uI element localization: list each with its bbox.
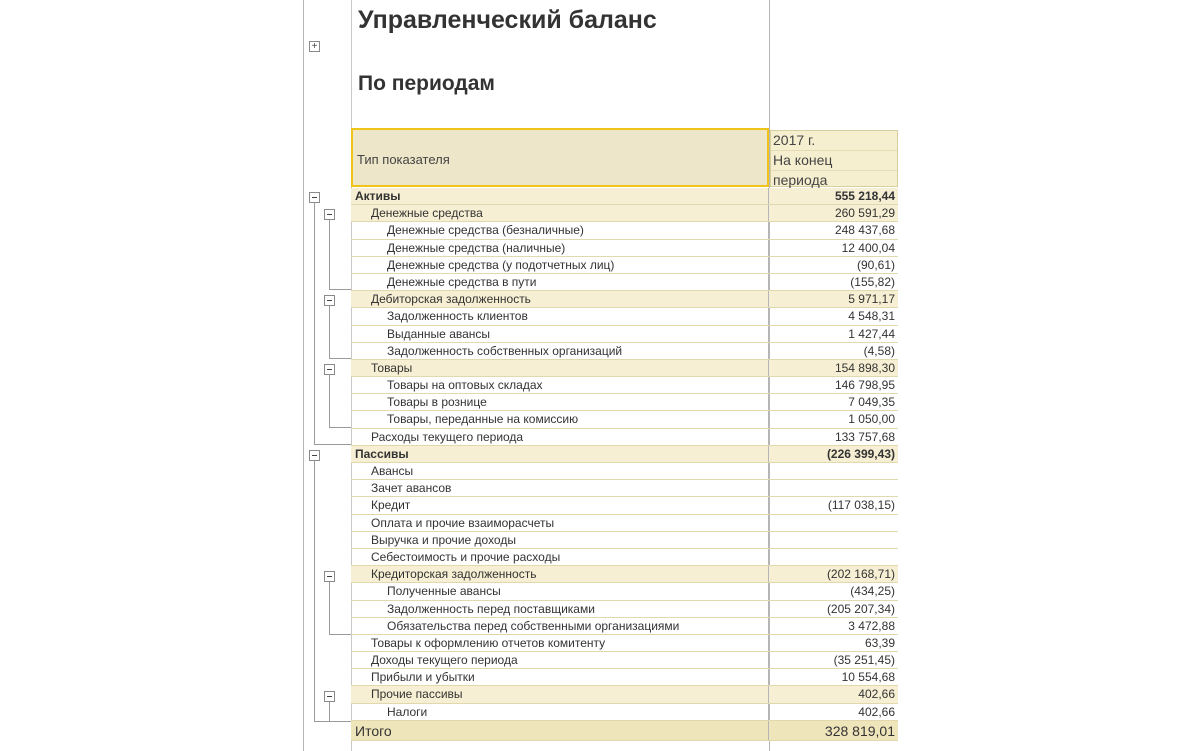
report-left-border: [303, 0, 304, 751]
row-value: 63,39: [864, 635, 895, 650]
total-label: Итого: [351, 721, 769, 740]
tree-line: [329, 427, 351, 428]
total-value: 328 819,01: [824, 722, 895, 739]
tree-line: [329, 289, 351, 290]
row-label: Товары, переданные на комиссию: [351, 411, 769, 427]
balance-table: [351, 188, 898, 741]
row-value: (90,61): [856, 257, 895, 272]
tree-line: [314, 202, 315, 444]
row-value: [769, 463, 898, 479]
row-label: Активы: [351, 188, 769, 204]
row-value: [769, 480, 898, 496]
table-row[interactable]: [351, 222, 898, 239]
row-value: 555 218,44: [834, 189, 895, 203]
row-value: 1 427,44: [848, 326, 895, 341]
row-label: Денежные средства (безналичные): [351, 222, 769, 238]
row-value: (226 399,43): [826, 446, 895, 461]
row-label: Денежные средства в пути: [351, 274, 769, 290]
table-row[interactable]: [351, 669, 898, 686]
table-row[interactable]: [351, 497, 898, 514]
table-row[interactable]: [351, 532, 898, 549]
row-value: 7 049,35: [848, 395, 895, 410]
row-label: Зачет авансов: [351, 480, 769, 496]
row-label: Пассивы: [351, 446, 769, 462]
row-value: (4,58): [863, 343, 895, 358]
row-value: 260 591,29: [834, 206, 895, 221]
row-label: Товары к оформлению отчетов комитенту: [351, 635, 769, 651]
table-row[interactable]: [351, 446, 898, 463]
row-value: 402,66: [858, 704, 895, 719]
table-row[interactable]: [351, 652, 898, 669]
row-label: Денежные средства (наличные): [351, 240, 769, 256]
row-value: 10 554,68: [841, 670, 895, 685]
tree-line: [329, 374, 330, 427]
collapse-aktivy-minus-icon[interactable]: [309, 192, 320, 203]
collapse-passivy-minus-icon[interactable]: [309, 450, 320, 461]
table-row[interactable]: [351, 188, 898, 205]
table-row[interactable]: [351, 618, 898, 635]
row-value: 5 971,17: [848, 292, 895, 307]
collapse-other-liabilities-minus-icon[interactable]: [324, 691, 335, 702]
table-row[interactable]: [351, 480, 898, 497]
row-label: Товары на оптовых складах: [351, 377, 769, 393]
table-row[interactable]: [351, 274, 898, 291]
table-row[interactable]: [351, 463, 898, 480]
tree-line: [314, 460, 315, 721]
row-value: [769, 532, 898, 548]
row-label: Задолженность собственных организаций: [351, 343, 769, 359]
table-row[interactable]: [351, 704, 898, 721]
row-label: Задолженность клиентов: [351, 308, 769, 324]
row-label: Товары: [351, 360, 769, 376]
tree-line: [329, 358, 351, 359]
tree-line: [314, 721, 351, 722]
column-header-period[interactable]: [770, 130, 898, 187]
collapse-receivables-minus-icon[interactable]: [324, 295, 335, 306]
row-value: 146 798,95: [834, 378, 895, 393]
row-label: Денежные средства: [351, 205, 769, 221]
row-value: 3 472,88: [848, 618, 895, 633]
row-label: Выданные авансы: [351, 326, 769, 342]
collapse-goods-minus-icon[interactable]: [324, 364, 335, 375]
row-value: 12 400,04: [841, 240, 895, 255]
row-value: 1 050,00: [848, 412, 895, 427]
tree-line: [329, 701, 330, 721]
expand-all-plus-icon[interactable]: +: [309, 41, 320, 52]
row-label: Задолженность перед поставщиками: [351, 601, 769, 617]
table-row[interactable]: [351, 635, 898, 652]
table-row[interactable]: [351, 566, 898, 583]
table-row[interactable]: [351, 394, 898, 411]
row-label: Кредиторская задолженность: [351, 566, 769, 582]
row-label: Авансы: [351, 463, 769, 479]
row-value: (35 251,45): [833, 653, 895, 668]
table-row[interactable]: [351, 429, 898, 446]
table-row[interactable]: [351, 686, 898, 703]
row-value: (202 168,71): [826, 567, 895, 582]
row-label: Прочие пассивы: [351, 686, 769, 702]
row-label: Оплата и прочие взаиморасчеты: [351, 515, 769, 531]
tree-line: [329, 305, 330, 358]
tree-line: [329, 634, 351, 635]
row-value: [769, 549, 898, 565]
row-value: (434,25): [850, 584, 895, 599]
period-line1: На конец: [771, 151, 897, 171]
tree-line: [314, 444, 351, 445]
row-label: Денежные средства (у подотчетных лиц): [351, 257, 769, 273]
row-label: Обязательства перед собственными организациями: [351, 618, 769, 634]
row-label: Расходы текущего периода: [351, 429, 769, 445]
table-row[interactable]: [351, 326, 898, 343]
report-subtitle: По периодам: [358, 72, 495, 95]
table-row[interactable]: [351, 360, 898, 377]
row-value: (117 038,15): [827, 498, 895, 513]
period-line2: периода: [773, 172, 828, 188]
table-row[interactable]: [351, 515, 898, 532]
row-value: 402,66: [858, 687, 895, 702]
table-row[interactable]: [351, 291, 898, 308]
table-row[interactable]: [351, 240, 898, 257]
table-row[interactable]: [351, 205, 898, 222]
table-row[interactable]: [351, 411, 898, 428]
table-row[interactable]: [351, 343, 898, 360]
row-label: Полученные авансы: [351, 583, 769, 599]
row-value: 133 757,68: [834, 429, 895, 444]
column-header-indicator-type[interactable]: [351, 128, 769, 187]
row-value: 248 437,68: [834, 223, 895, 238]
row-label: Налоги: [351, 704, 769, 720]
table-row[interactable]: [351, 583, 898, 600]
column-header-label: Тип показателя: [357, 152, 450, 167]
collapse-cash-minus-icon[interactable]: [324, 209, 335, 220]
row-value: 154 898,30: [834, 360, 895, 375]
tree-line: [329, 581, 330, 634]
table-row[interactable]: [351, 601, 898, 618]
row-label: Себестоимость и прочие расходы: [351, 549, 769, 565]
row-label: Доходы текущего периода: [351, 652, 769, 668]
tree-line: [329, 219, 330, 289]
period-year: 2017 г.: [771, 131, 897, 151]
row-label: Прибыли и убытки: [351, 669, 769, 685]
report-title: Управленческий баланс: [358, 6, 657, 34]
row-value: 4 548,31: [848, 309, 895, 324]
row-label: Товары в рознице: [351, 394, 769, 410]
table-row[interactable]: [351, 377, 898, 394]
table-row[interactable]: [351, 257, 898, 274]
row-value: (155,82): [850, 274, 895, 289]
row-value: [769, 515, 898, 531]
table-row[interactable]: [351, 308, 898, 325]
collapse-payables-minus-icon[interactable]: [324, 571, 335, 582]
row-label: Выручка и прочие доходы: [351, 532, 769, 548]
table-row[interactable]: [351, 549, 898, 566]
total-row[interactable]: [351, 721, 898, 741]
row-value: (205 207,34): [826, 601, 895, 616]
row-label: Дебиторская задолженность: [351, 291, 769, 307]
row-label: Кредит: [351, 497, 769, 513]
